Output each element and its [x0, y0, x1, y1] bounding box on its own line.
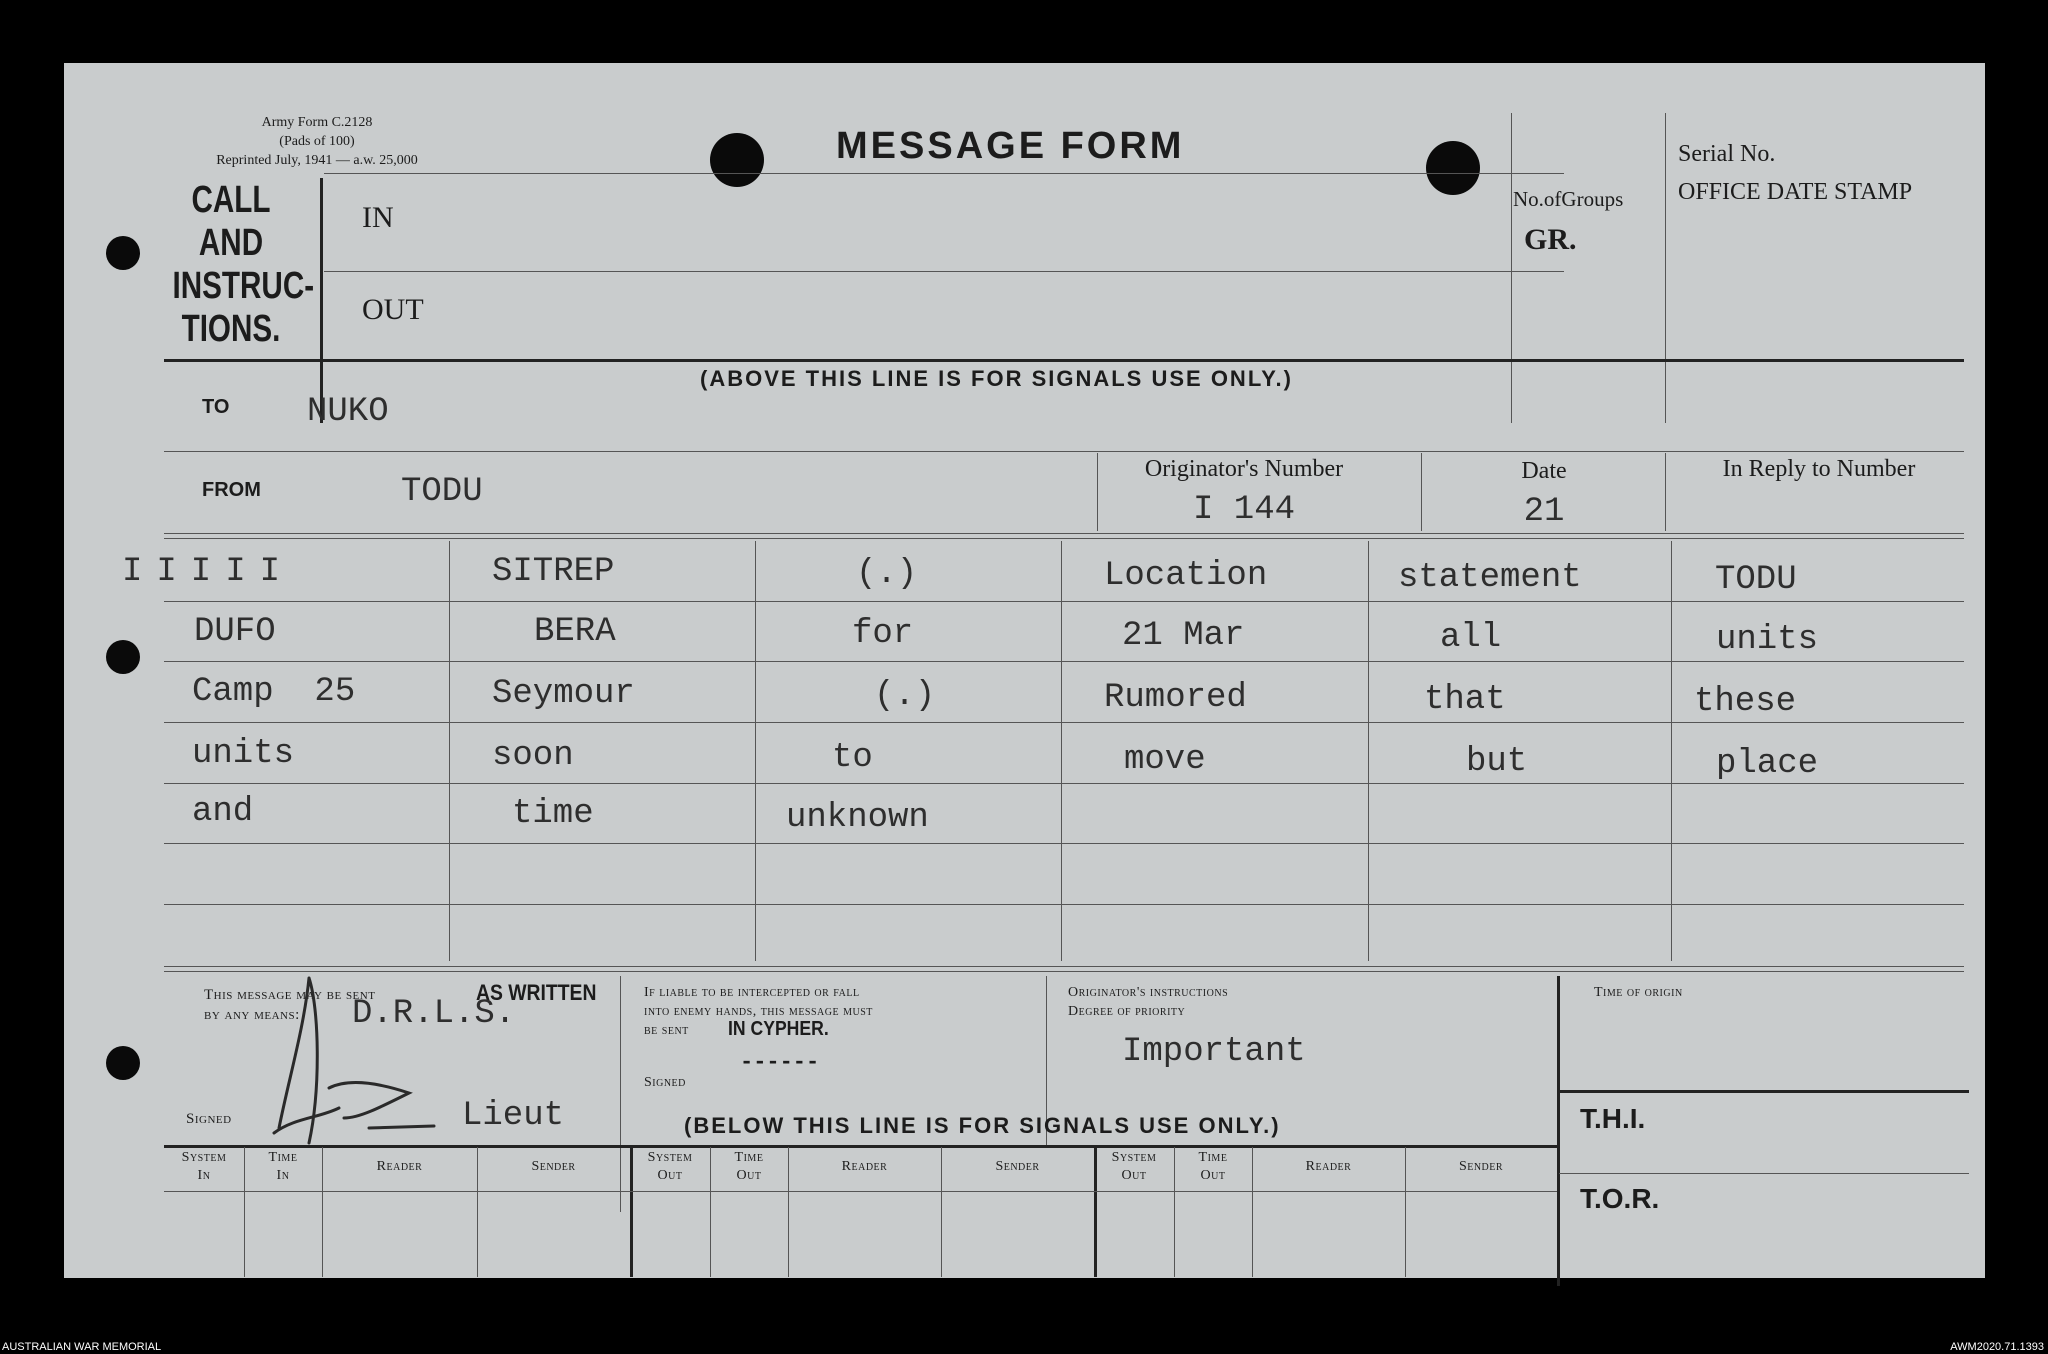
in-label: IN [362, 201, 394, 234]
grid-col-4 [1368, 541, 1369, 961]
signer-rank: Lieut [462, 1097, 565, 1135]
date-label: Date [1521, 458, 1567, 484]
from-rule-1 [164, 533, 1964, 534]
punch-hole-side-3 [106, 1046, 140, 1080]
message-word: for [852, 615, 914, 653]
message-word: all [1440, 619, 1502, 657]
cypher-note-2: into enemy hands, this message must [644, 1004, 873, 1019]
serial-label: Serial No. [1678, 141, 1776, 167]
message-word: BERA [534, 613, 616, 651]
groups-label: No.ofGroups [1513, 187, 1624, 211]
message-word: Location [1104, 557, 1268, 595]
call-instructions-label [172, 179, 315, 351]
message-word: (.) [856, 555, 918, 593]
bottom-header: Sender [531, 1159, 576, 1174]
message-word: statement [1398, 559, 1582, 597]
footer-left: AUSTRALIAN WAR MEMORIAL [2, 1341, 162, 1353]
grid-row-2 [164, 661, 1964, 662]
grid-row-5 [164, 843, 1964, 844]
bottom-header-rule [164, 1191, 1557, 1192]
from-value: TODU [401, 473, 483, 511]
date-value: 21 [1523, 493, 1565, 531]
bottom-header [244, 1149, 322, 1185]
message-word: and [192, 793, 254, 831]
office-date-stamp-label: OFFICE DATE STAMP [1678, 179, 1913, 205]
bottom-header-line: Out [1121, 1168, 1147, 1183]
cypher-note-3: be sent [644, 1023, 689, 1038]
bottom-header [1174, 1149, 1252, 1185]
out-label: OUT [362, 293, 424, 326]
originator-number-label: Originator's Number [1144, 456, 1344, 482]
bottom-header [164, 1149, 244, 1185]
signature-drawing [249, 968, 509, 1168]
reply-number-label: In Reply to Number [1722, 456, 1916, 482]
grid-row-1 [164, 601, 1964, 602]
grid-row-6 [164, 904, 1964, 905]
bottom-header: Reader [841, 1159, 888, 1174]
message-word: that [1424, 681, 1506, 719]
serial-divider [1665, 113, 1666, 423]
message-word: to [832, 739, 873, 777]
pads-note: (Pads of 100) [279, 134, 355, 149]
grid-col-2 [755, 541, 756, 961]
bottom-header-line: Out [657, 1168, 683, 1183]
bottom-header-line: Time [1198, 1150, 1228, 1165]
punch-hole-top-left [710, 133, 764, 187]
time-origin-divider [1557, 976, 1560, 1286]
grid-row-3 [164, 722, 1964, 723]
bottom-header: Sender [1458, 1159, 1504, 1174]
message-word: Camp 25 [192, 673, 356, 711]
to-label: TO [202, 396, 230, 418]
message-word: Seymour [492, 675, 635, 713]
from-rule-2 [164, 538, 1964, 539]
originator-instructions-label: Originator's instructions [1068, 985, 1229, 1000]
thi-rule [1559, 1090, 1969, 1093]
message-word: IIIII [122, 553, 295, 591]
signals-above-note: (ABOVE THIS LINE IS FOR SIGNALS USE ONLY.) [700, 366, 1293, 391]
message-word: units [1716, 621, 1819, 659]
signed-label: Signed [186, 1111, 232, 1127]
grid-col-1 [449, 541, 450, 961]
bottom-header [630, 1149, 710, 1185]
tor-label: T.O.R. [1580, 1183, 1660, 1214]
as-written-label: AS WRITTEN [476, 980, 597, 1005]
message-word: SITREP [492, 553, 615, 591]
grid-col-5 [1671, 541, 1672, 961]
message-word: soon [492, 737, 574, 775]
message-word: Rumored [1104, 679, 1247, 717]
cypher-note-1: If liable to be intercepted or fall [644, 985, 860, 1000]
call-line-4: TIONS. [181, 308, 281, 350]
in-out-rule [324, 271, 1564, 272]
to-rule [164, 451, 1964, 452]
thi-label: T.H.I. [1580, 1103, 1646, 1134]
bottom-header-line: Out [736, 1168, 762, 1183]
army-form-number: Army Form C.2128 [261, 115, 373, 130]
signals-below-note: (BELOW THIS LINE IS FOR SIGNALS USE ONLY.) [684, 1113, 1281, 1138]
call-line-2: AND [198, 222, 264, 264]
message-word: but [1466, 743, 1528, 781]
bottom-header: Sender [995, 1159, 1040, 1174]
means-value: D.R.L.S. [352, 995, 516, 1033]
in-cypher-label: IN CYPHER. [728, 1018, 829, 1040]
punch-hole-top-right [1426, 141, 1480, 195]
bottom-header: Reader [376, 1159, 423, 1174]
message-word: time [512, 795, 594, 833]
sent-note-text: This message may be sent [204, 987, 376, 1003]
title-rule [324, 173, 1564, 174]
groups-divider [1511, 113, 1512, 423]
from-label: FROM [202, 479, 261, 501]
bottom-header-line: System [1111, 1150, 1157, 1165]
groups-gr: GR. [1524, 223, 1577, 256]
message-form-paper [64, 63, 1985, 1278]
form-title: MESSAGE FORM [836, 125, 1185, 167]
bottom-header: Reader [1305, 1159, 1352, 1174]
bottom-signals-table [164, 1147, 1557, 1277]
bottom-header-line: Time [268, 1150, 298, 1165]
date-divider [1421, 453, 1422, 531]
message-word: these [1694, 683, 1797, 721]
tor-rule [1559, 1173, 1969, 1174]
message-word: move [1124, 741, 1206, 779]
grid-col-3 [1061, 541, 1062, 961]
originator-number-value: I 144 [1192, 491, 1296, 529]
originator-divider [1097, 453, 1098, 531]
grid-row-4 [164, 783, 1964, 784]
time-of-origin-label: Time of origin [1594, 985, 1683, 1000]
call-line-3: INSTRUC- [172, 265, 315, 307]
bottom-header-line: System [647, 1150, 693, 1165]
footer-right: AWM2020.71.1393 [1950, 1341, 2044, 1353]
message-word: DUFO [194, 613, 276, 651]
sent-note-2: by any means: [204, 1007, 300, 1023]
reply-divider [1665, 453, 1666, 531]
reprint-note: Reprinted July, 1941 — a.w. 25,000 [216, 153, 418, 168]
grid-bottom-1 [164, 966, 1964, 967]
signals-above-rule [164, 359, 1964, 362]
bottom-header-line: In [197, 1168, 211, 1183]
bottom-header [710, 1149, 788, 1185]
message-word: place [1716, 745, 1819, 783]
to-value: NUKO [307, 393, 389, 431]
message-word: 21 Mar [1122, 617, 1245, 655]
cypher-dashes: ------ [740, 1050, 820, 1075]
message-word: units [192, 735, 295, 773]
bottom-header-line: In [276, 1168, 290, 1183]
bottom-header [1094, 1149, 1174, 1185]
message-word: unknown [786, 799, 929, 837]
degree-priority-label: Degree of priority [1068, 1004, 1186, 1019]
priority-value: Important [1122, 1033, 1306, 1071]
message-word: (.) [874, 677, 936, 715]
call-line-1: CALL [191, 179, 271, 221]
form-meta [172, 113, 462, 170]
bottom-header-line: Out [1200, 1168, 1226, 1183]
bottom-header-line: System [181, 1150, 227, 1165]
punch-hole-side-2 [106, 640, 140, 674]
call-divider [320, 178, 323, 423]
bottom-header-line: Time [734, 1150, 764, 1165]
punch-hole-side-1 [106, 236, 140, 270]
message-word: TODU [1715, 561, 1797, 599]
cypher-signed-label: Signed [644, 1075, 686, 1090]
